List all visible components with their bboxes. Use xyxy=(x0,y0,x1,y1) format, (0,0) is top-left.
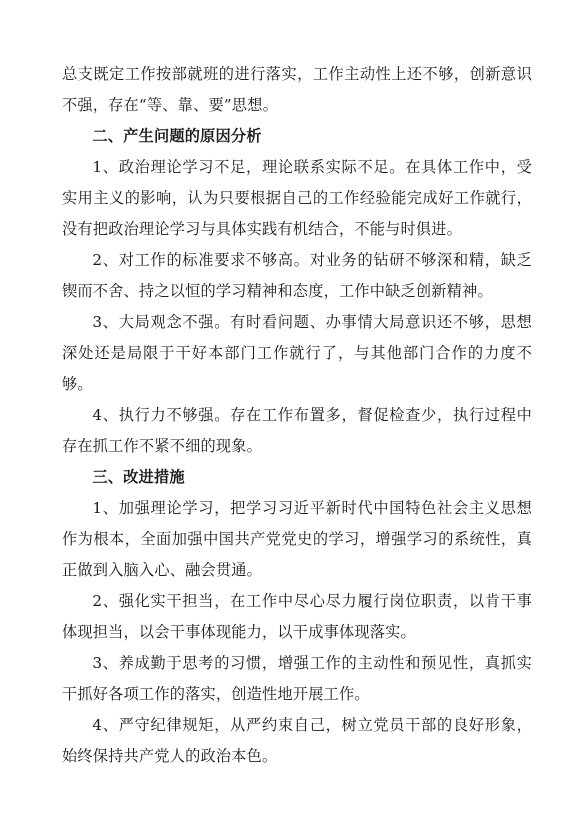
improvement-item-2: 2、强化实干担当，在工作中尽心尽力履行岗位职责，以肯干事体现担当，以会干事体现能力，以干成事体现落实。 xyxy=(62,592,532,641)
improvement-item-1: 1、加强理论学习，把学习习近平新时代中国特色社会主义思想作为根本，全面加强中国共产党党史的学习，增强学习的系统性，真正做到入脑入心、融会贯通。 xyxy=(62,499,532,579)
section-heading-improvement: 三、改进措施 xyxy=(92,468,185,486)
cause-item-1: 1、政治理论学习不足，理论联系实际不足。在具体工作中，受实用主义的影响，认为只要根据自己的工作经验能完成好工作就行，没有把政治理论学习与具体实践有机结合，不能与时俱进。 xyxy=(62,158,532,238)
cause-item-3: 3、大局观念不强。有时看问题、办事情大局意识还不够，思想深处还是局限于干好本部门工作就行了，与其他部门合作的力度不够。 xyxy=(62,313,532,393)
improvement-item-3: 3、养成勤于思考的习惯，增强工作的主动性和预见性，真抓实干抓好各项工作的落实，创造性地开展工作。 xyxy=(62,654,532,703)
improvement-item-4: 4、严守纪律规矩，从严约束自己，树立党员干部的良好形象，始终保持共产党人的政治本色。 xyxy=(62,716,532,765)
document-body xyxy=(62,59,532,772)
cause-item-4: 4、执行力不够强。存在工作布置多，督促检查少，执行过程中存在抓工作不紧不细的现象。 xyxy=(62,406,532,455)
paragraph-continuation: 总支既定工作按部就班的进行落实，工作主动性上还不够，创新意识不强，存在“等、靠、要”思想。 xyxy=(62,65,532,114)
section-heading-cause-analysis: 二、产生问题的原因分析 xyxy=(92,127,262,145)
cause-item-2: 2、对工作的标准要求不够高。对业务的钻研不够深和精，缺乏锲而不舍、持之以恒的学习精神和态度，工作中缺乏创新精神。 xyxy=(62,251,532,300)
